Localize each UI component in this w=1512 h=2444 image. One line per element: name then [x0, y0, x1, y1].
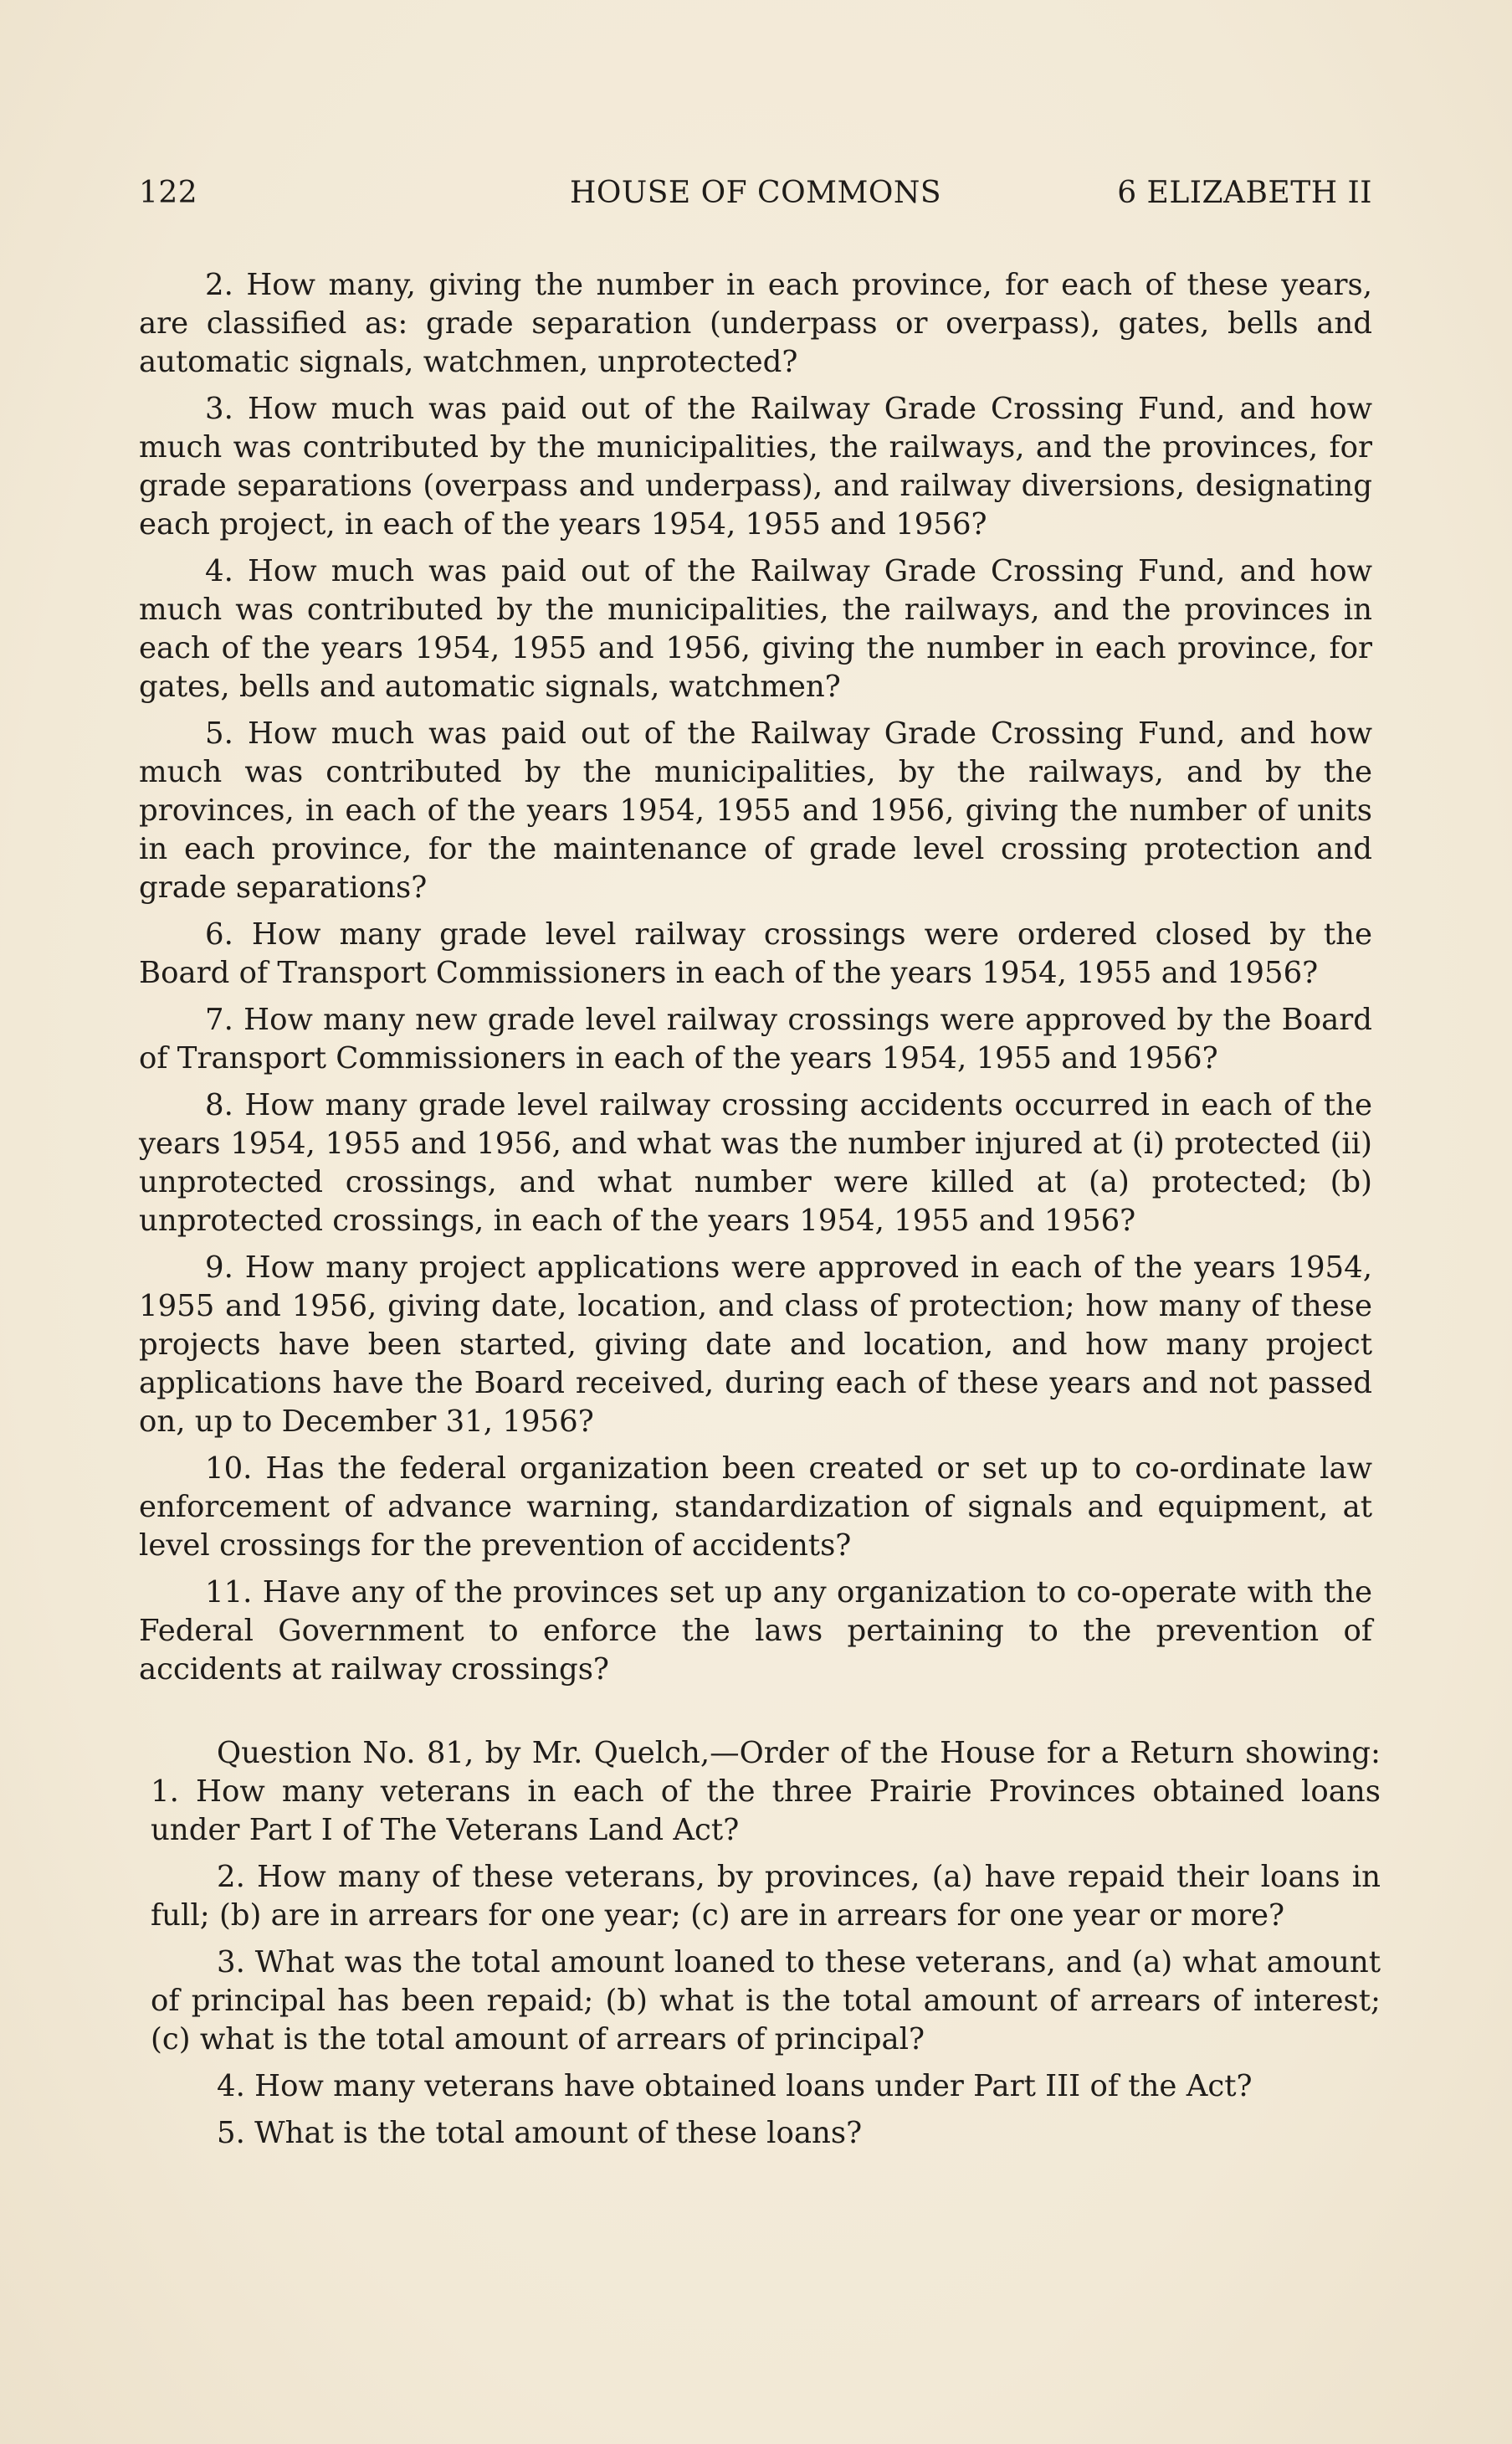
- regnal-year: 6 ELIZABETH II: [1117, 176, 1372, 210]
- question-7: 7. How many new grade level railway crossings were approved by the Board of Transport Commissioners in each of the years 1954, 1955 and 1956?: [139, 1003, 1372, 1076]
- question-10: 10. Has the federal organization been created or set up to co-ordinate law enforcement of advance warning, standardization of signals and equipment, at level crossings for the prevention of accidents?: [139, 1451, 1372, 1563]
- question-4: 4. How much was paid out of the Railway Grade Crossing Fund, and how much was contributed by the municipalities, the railways, and the provinces in each of the years 1954, 1955 and 1956, giving the number in each province, for gates, bells and automatic signals, watchmen?: [139, 554, 1372, 704]
- question-3: 3. How much was paid out of the Railway Grade Crossing Fund, and how much was contributed by the municipalities, the railways, and the provinces, for grade separations (overpass and underpass), and railway diversions, designating each project, in each of the years 1954, 1955 and 1956?: [139, 392, 1372, 542]
- question-81-intro: Question No. 81, by Mr. Quelch,—Order of the House for a Return showing: 1. How many veterans in each of the three Prairie Provinces obtained loans under Part I of The Veterans Land Act?: [151, 1736, 1381, 1847]
- question-81-5: 5. What is the total amount of these loans?: [217, 2116, 863, 2150]
- question-6: 6. How many grade level railway crossings were ordered closed by the Board of Transport Commissioners in each of the years 1954, 1955 and 1956?: [139, 917, 1372, 990]
- question-5: 5. How much was paid out of the Railway Grade Crossing Fund, and how much was contributed by the municipalities, by the railways, and by the provinces, in each of the years 1954, 1955 and 1956, giving the number of units in each province, for the maintenance of grade level crossing protection and grade separations?: [139, 716, 1372, 905]
- question-81-2: 2. How many of these veterans, by provinces, (a) have repaid their loans in full; (b) are in arrears for one year; (c) are in arrears for one year or more?: [151, 1860, 1381, 1933]
- question-block-railway-crossings: [139, 266, 1372, 1697]
- question-9: 9. How many project applications were approved in each of the years 1954, 1955 and 1956, giving date, location, and class of protection; how many of these projects have been started, giving date and location, and how many project applications have the Board received, during each of these years and not passed on, up to December 31, 1956?: [139, 1250, 1372, 1439]
- question-block-veterans-land-act: [151, 1734, 1381, 2161]
- question-81-4: 4. How many veterans have obtained loans under Part III of the Act?: [217, 2069, 1253, 2103]
- question-81-3: 3. What was the total amount loaned to these veterans, and (a) what amount of principal has been repaid; (b) what is the total amount of arrears of interest; (c) what is the total amount of arrears of principal?: [151, 1945, 1381, 2056]
- page-header: [139, 176, 1372, 218]
- question-8: 8. How many grade level railway crossing accidents occurred in each of the years 1954, 1955 and 1956, and what was the number injured at (i) protected (ii) unprotected crossings, and what number were killed at (a) protected; (b) unprotected crossings, in each of the years 1954, 1955 and 1956?: [139, 1088, 1372, 1238]
- question-2: 2. How many, giving the number in each province, for each of these years, are classified as: grade separation (underpass or overpass), gates, bells and automatic signals, watchmen, unprotected?: [139, 268, 1372, 379]
- running-title: HOUSE OF COMMONS: [569, 176, 942, 210]
- page-number: 122: [139, 176, 198, 210]
- question-11: 11. Have any of the provinces set up any organization to co-operate with the Federal Government to enforce the laws pertaining to the prevention of accidents at railway crossings?: [139, 1575, 1372, 1687]
